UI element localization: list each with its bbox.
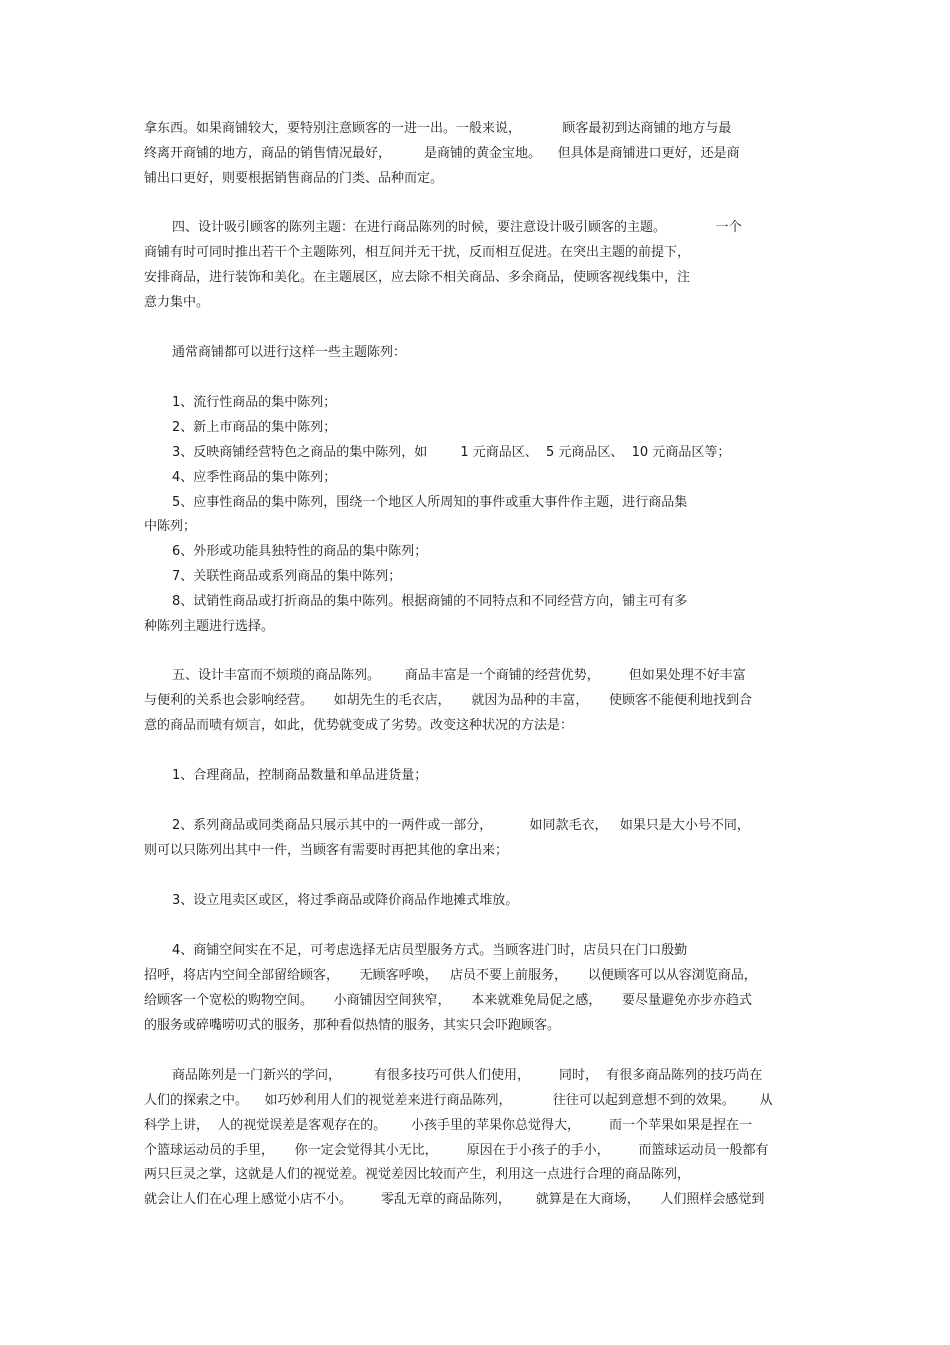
paragraph-line: 个篮球运动员的手里， 你一定会觉得其小无比， 原因在于小孩子的手小， 而篮球运动员一般都有 xyxy=(144,1143,769,1158)
paragraph-line: 拿东西。如果商铺较大，要特别注意顾客的一进一出。一般来说， 顾客最初到达商铺的地方与最 xyxy=(144,121,732,136)
list-item-continuation: 中陈列； xyxy=(144,519,197,534)
list-item: 4、应季性商品的集中陈列； xyxy=(172,470,337,485)
list-item-continuation: 给顾客一个宽松的购物空间。 小商铺因空间狭窄， 本来就难免局促之感， 要尽量避免亦步亦趋式 xyxy=(144,993,752,1008)
list-item-continuation: 的服务或碎嘴唠叨式的服务，那种看似热情的服务，其实只会吓跑顾客。 xyxy=(144,1018,561,1033)
paragraph-line: 安排商品，进行装饰和美化。在主题展区，应去除不相关商品、多余商品，使顾客视线集中，注 xyxy=(144,270,691,285)
paragraph-line: 科学上讲， 人的视觉误差是客观存在的。 小孩手里的苹果你总觉得大， 而一个苹果如果是捏在一 xyxy=(144,1118,752,1133)
list-item: 6、外形或功能具独特性的商品的集中陈列； xyxy=(172,544,428,559)
list-item: 5、应事性商品的集中陈列，围绕一个地区人所周知的事件或重大事件作主题，进行商品集 xyxy=(172,495,688,510)
paragraph-line: 商铺有时可同时推出若干个主题陈列，相互间并无干扰，反而相互促进。在突出主题的前提下， xyxy=(144,245,691,260)
list-item: 7、关联性商品或系列商品的集中陈列； xyxy=(172,569,402,584)
list-item-continuation: 种陈列主题进行选择。 xyxy=(144,619,275,634)
paragraph-line: 两只巨灵之掌，这就是人们的视觉差。视觉差因比较而产生，利用这一点进行合理的商品陈列， xyxy=(144,1167,691,1182)
paragraph-line: 就会让人们在心理上感觉小店不小。 零乱无章的商品陈列， 就算是在大商场， 人们照样会感觉到 xyxy=(144,1192,765,1207)
list-item: 2、新上市商品的集中陈列； xyxy=(172,420,337,435)
paragraph-line: 意力集中。 xyxy=(144,295,210,310)
list-item-continuation: 招呼，将店内空间全部留给顾客， 无顾客呼唤， 店员不要上前服务， 以便顾客可以从容浏览商品， xyxy=(144,968,757,983)
section-heading-line: 五、设计丰富而不烦琐的商品陈列。 商品丰富是一个商铺的经营优势， 但如果处理不好丰富 xyxy=(172,668,746,683)
list-item: 4、商铺空间实在不足，可考虑选择无店员型服务方式。当顾客进门时，店员只在门口殷勤 xyxy=(172,943,688,958)
list-item-continuation: 则可以只陈列出其中一件，当顾客有需要时再把其他的拿出来； xyxy=(144,843,509,858)
list-item: 1、流行性商品的集中陈列； xyxy=(172,395,337,410)
paragraph-line: 人们的探索之中。 如巧妙利用人们的视觉差来进行商品陈列， 往往可以起到意想不到的效果。 从 xyxy=(144,1093,773,1108)
paragraph-line: 意的商品而啧有烦言，如此，优势就变成了劣势。改变这种状况的方法是： xyxy=(144,718,574,733)
paragraph-line: 终离开商铺的地方，商品的销售情况最好， 是商铺的黄金宝地。 但具体是商铺进口更好，还是商 xyxy=(144,146,740,161)
paragraph-line: 与便利的关系也会影响经营。 如胡先生的毛衣店， 就因为品种的丰富， 使顾客不能便利地找到合 xyxy=(144,693,752,708)
list-item: 1、合理商品，控制商品数量和单品进货量； xyxy=(172,768,428,783)
paragraph-line: 铺出口更好，则要根据销售商品的门类、品种而定。 xyxy=(144,171,444,186)
list-item: 2、系列商品或同类商品只展示其中的一两件或一部分， 如同款毛衣， 如果只是大小号不同， xyxy=(172,818,750,833)
list-item: 3、反映商铺经营特色之商品的集中陈列，如 1 元商品区、 5 元商品区、 10 元商品区等； xyxy=(172,445,731,460)
paragraph-line: 通常商铺都可以进行这样一些主题陈列： xyxy=(172,345,407,360)
list-item: 3、设立甩卖区或区，将过季商品或降价商品作地摊式堆放。 xyxy=(172,893,519,908)
section-heading-line: 四、设计吸引顾客的陈列主题：在进行商品陈列的时候，要注意设计吸引顾客的主题。 一个 xyxy=(172,220,742,235)
paragraph-line: 商品陈列是一门新兴的学问， 有很多技巧可供人们使用， 同时， 有很多商品陈列的技巧尚在 xyxy=(172,1068,763,1083)
list-item: 8、试销性商品或打折商品的集中陈列。根据商铺的不同特点和不同经营方向，铺主可有多 xyxy=(172,594,688,609)
